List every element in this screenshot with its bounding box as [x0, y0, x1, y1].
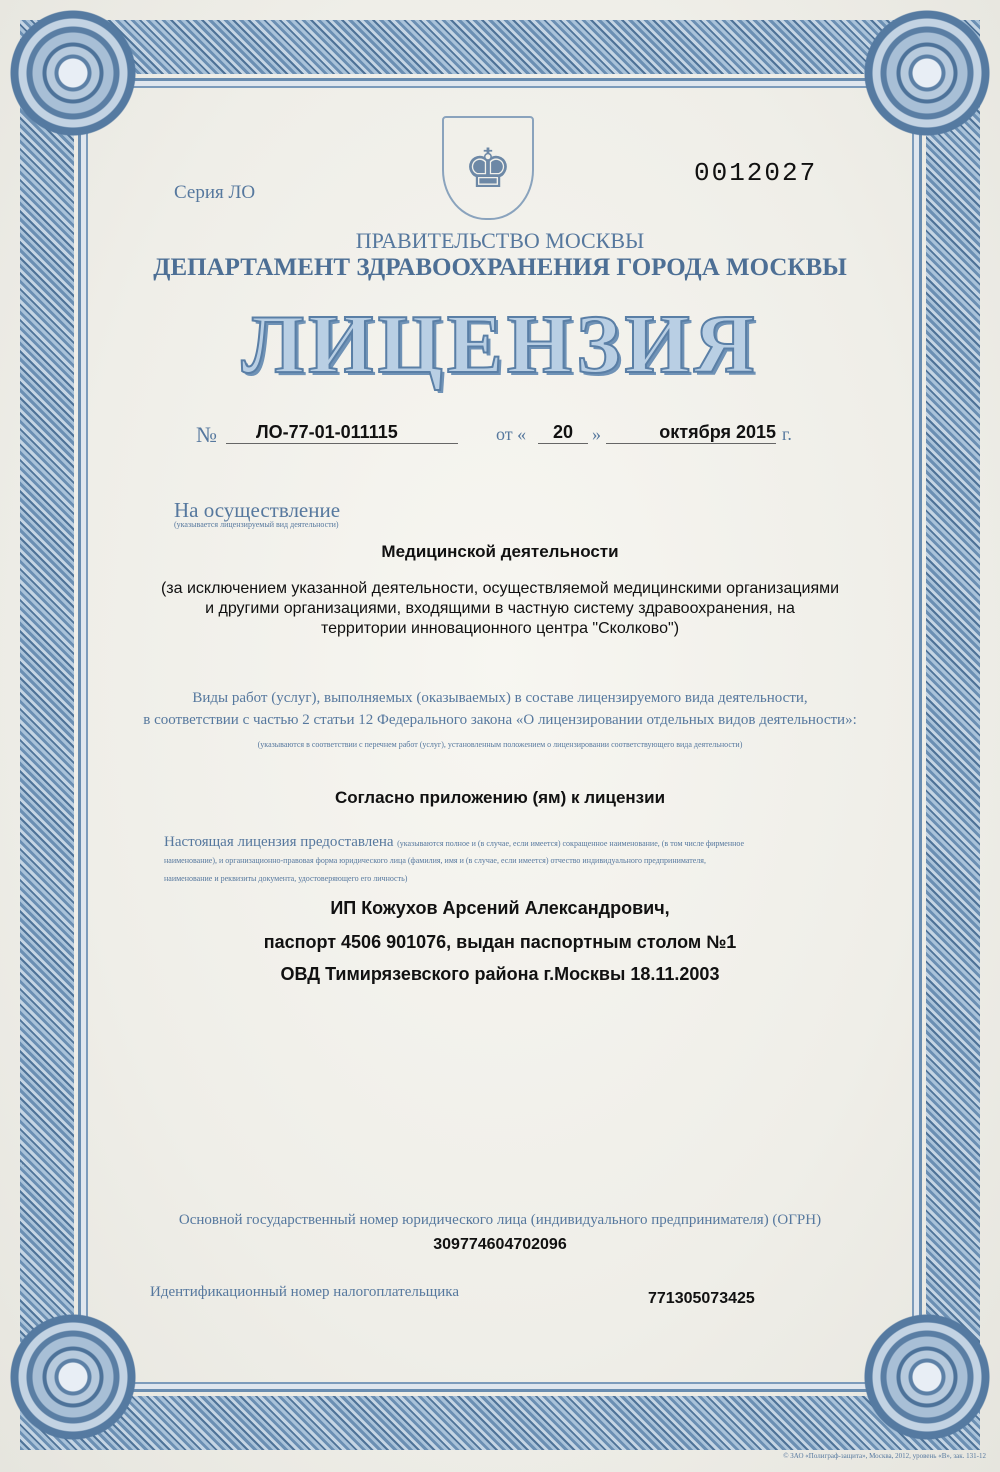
- works-value: Согласно приложению (ям) к лицензии: [334, 788, 666, 807]
- holder-line-1: ИП Кожухов Арсений Александрович,: [330, 898, 670, 918]
- granted-hint-2: наименование), и организационно-правовая форма юридического лица (фамилия, имя и (в случае, если имеется) отчество индивидуального предпринимателя,: [164, 856, 706, 865]
- department-name: ДЕПАРТАМЕНТ ЗДРАВООХРАНЕНИЯ ГОРОДА МОСКВЫ: [153, 254, 847, 281]
- license-title: ЛИЦЕНЗИЯ: [241, 298, 759, 391]
- activity-note-line-3: территории инновационного центра "Сколково"): [320, 620, 680, 637]
- series-label: Серия ЛО: [174, 182, 256, 203]
- activity-hint: (указывается лицензируемый вид деятельности): [174, 520, 339, 529]
- granted-hint-3: наименование и реквизиты документа, удостоверяющего его личность): [164, 874, 408, 883]
- ogrn-label: Основной государственный номер юридического лица (индивидуального предпринимателя) (ОГРН): [178, 1212, 822, 1228]
- date-quote-close: »: [592, 424, 601, 444]
- corner-rosette-bottom-right: [862, 1312, 992, 1442]
- date-year-suffix: г.: [782, 424, 792, 444]
- government-name: ПРАВИТЕЛЬСТВО МОСКВЫ: [355, 228, 645, 253]
- number-label: №: [196, 422, 217, 447]
- ogrn-value: 309774604702096: [433, 1236, 567, 1253]
- works-hint: (указываются в соответствии с перечнем работ (услуг), установленным положением о лицензировании соответствующего вида деятельности): [257, 740, 743, 749]
- works-label-line-1: Виды работ (услуг), выполняемых (оказываемых) в составе лицензируемого вида деятельности,: [192, 690, 808, 706]
- corner-rosette-bottom-left: [8, 1312, 138, 1442]
- inn-value: 771305073425: [648, 1290, 755, 1307]
- date-day: 20: [538, 422, 588, 444]
- holder-line-2: паспорт 4506 901076, выдан паспортным столом №1: [263, 932, 737, 952]
- works-label-line-2: в соответствии с частью 2 статьи 12 Федерального закона «О лицензировании отдельных видов деятельности»:: [143, 712, 857, 728]
- date-from-label: от «: [496, 424, 527, 444]
- holder-line-3: ОВД Тимирязевского района г.Москвы 18.11.2003: [280, 964, 720, 984]
- printer-mark: © ЗАО «Полиграф-защита», Москва, 2012, уровень «В», зак. 131-12: [783, 1452, 986, 1460]
- inn-label: Идентификационный номер налогоплательщика: [150, 1284, 460, 1300]
- corner-rosette-top-right: [862, 8, 992, 138]
- activity-value: Медицинской деятельности: [381, 542, 619, 561]
- granted-label: Настоящая лицензия предоставлена: [164, 834, 394, 850]
- date-month-year: октября 2015: [606, 422, 776, 444]
- corner-rosette-top-left: [8, 8, 138, 138]
- license-number: ЛО-77-01-011115: [226, 422, 458, 444]
- granted-hint-1: (указываются полное и (в случае, если имеется) сокращенное наименование, (в том числе фирменное: [397, 839, 745, 848]
- granted-label-block: [164, 834, 864, 852]
- activity-note-line-1: (за исключением указанной деятельности, осуществляемой медицинскими организациями: [160, 580, 840, 597]
- coat-of-arms-icon: ♚: [442, 116, 534, 220]
- activity-note-line-2: и другими организациями, входящими в частную систему здравоохранения, на: [205, 600, 795, 617]
- serial-number: 0012027: [694, 158, 818, 188]
- activity-label: На осуществление: [174, 498, 341, 522]
